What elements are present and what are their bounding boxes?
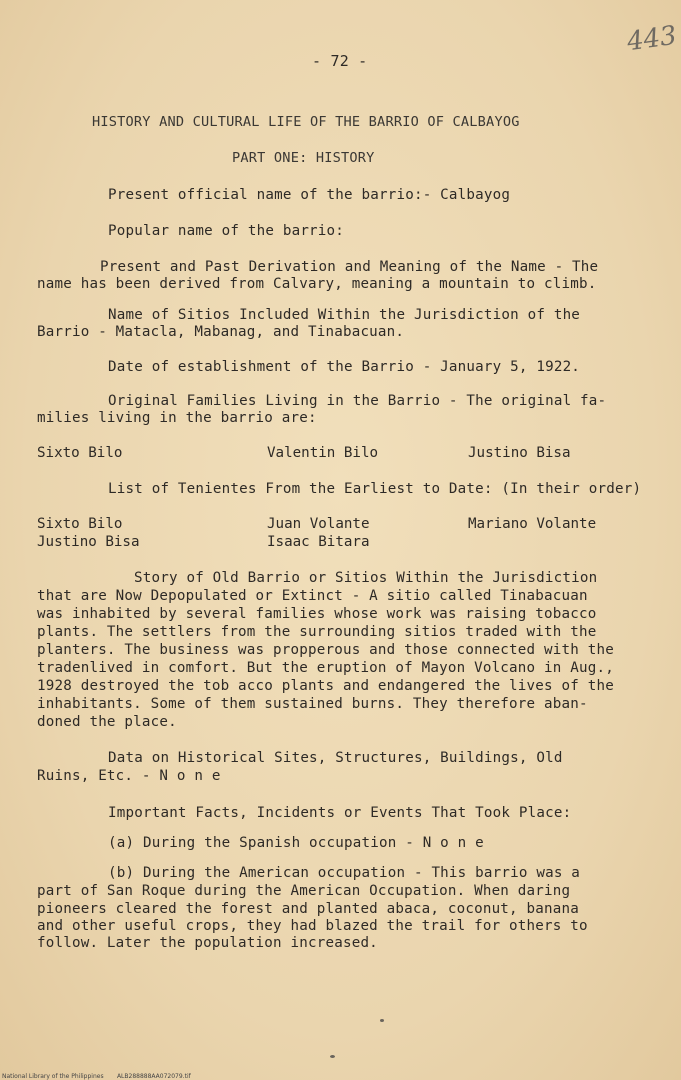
story-line: that are Now Depopulated or Extinct - A sitio called Tinabacuan <box>37 588 588 604</box>
american-occupation-line: and other useful crops, they had blazed the trail for others to <box>37 918 588 934</box>
footer-credit <box>2 1073 191 1080</box>
document-title: HISTORY AND CULTURAL LIFE OF THE BARRIO OF CALBAYOG <box>92 114 520 130</box>
american-occupation-line: pioneers cleared the forest and planted abaca, coconut, banana <box>37 901 579 917</box>
part-heading: PART ONE: HISTORY <box>232 150 375 166</box>
teniente-name: Mariano Volante <box>468 516 597 532</box>
ink-speck <box>330 1055 335 1058</box>
historical-sites-line: Data on Historical Sites, Structures, Buildings, Old <box>108 750 563 766</box>
tenientes-intro: List of Tenientes From the Earliest to Date: (In their order) <box>108 481 642 497</box>
teniente-name: Justino Bisa <box>37 534 140 550</box>
derivation-line: name has been derived from Calvary, meaning a mountain to climb. <box>37 276 597 292</box>
spanish-occupation-line: (a) During the Spanish occupation - N o n e <box>108 835 484 851</box>
footer-filename: ALB288888AA072079.tif <box>116 1073 191 1080</box>
historical-sites-line: Ruins, Etc. - N o n e <box>37 768 221 784</box>
american-occupation-line: part of San Roque during the American Occupation. When daring <box>37 883 571 899</box>
handwritten-page-number: 443 <box>625 20 679 58</box>
ink-speck <box>380 1019 384 1022</box>
teniente-name: Sixto Bilo <box>37 516 123 532</box>
sitios-line: Name of Sitios Included Within the Jurisdiction of the <box>108 307 581 323</box>
popular-name-line: Popular name of the barrio: <box>108 223 345 239</box>
story-line: planters. The business was propperous and those connected with the <box>37 642 614 658</box>
original-families-intro: milies living in the barrio are: <box>37 410 317 426</box>
teniente-name: Juan Volante <box>267 516 370 532</box>
sitios-line: Barrio - Matacla, Mabanag, and Tinabacuan. <box>37 324 405 340</box>
story-line: was inhabited by several families whose work was raising tobacco <box>37 606 597 622</box>
american-occupation-line: (b) During the American occupation - This barrio was a <box>108 865 581 881</box>
important-facts-heading: Important Facts, Incidents or Events That Took Place: <box>108 805 572 821</box>
american-occupation-line: follow. Later the population increased. <box>37 935 378 951</box>
teniente-name: Isaac Bitara <box>267 534 370 550</box>
story-line: 1928 destroyed the tob acco plants and endangered the lives of the <box>37 678 614 694</box>
family-name: Valentin Bilo <box>267 445 379 461</box>
page-number: - 72 - <box>312 52 368 70</box>
footer-library: National Library of the Philippines <box>2 1073 104 1080</box>
establishment-line: Date of establishment of the Barrio - January 5, 1922. <box>108 359 581 375</box>
family-name: Justino Bisa <box>468 445 571 461</box>
story-line: doned the place. <box>37 714 177 730</box>
story-line: tradenlived in comfort. But the eruption of Mayon Volcano in Aug., <box>37 660 614 676</box>
story-line: inhabitants. Some of them sustained burns. They therefore aban- <box>37 696 588 712</box>
derivation-line: Present and Past Derivation and Meaning of the Name - The <box>100 259 599 275</box>
family-name: Sixto Bilo <box>37 445 123 461</box>
official-name-line: Present official name of the barrio:- Calbayog <box>108 187 511 203</box>
story-line: Story of Old Barrio or Sitios Within the Jurisdiction <box>134 570 598 586</box>
story-line: plants. The settlers from the surrounding sitios traded with the <box>37 624 597 640</box>
original-families-intro: Original Families Living in the Barrio - The original fa- <box>108 393 607 409</box>
